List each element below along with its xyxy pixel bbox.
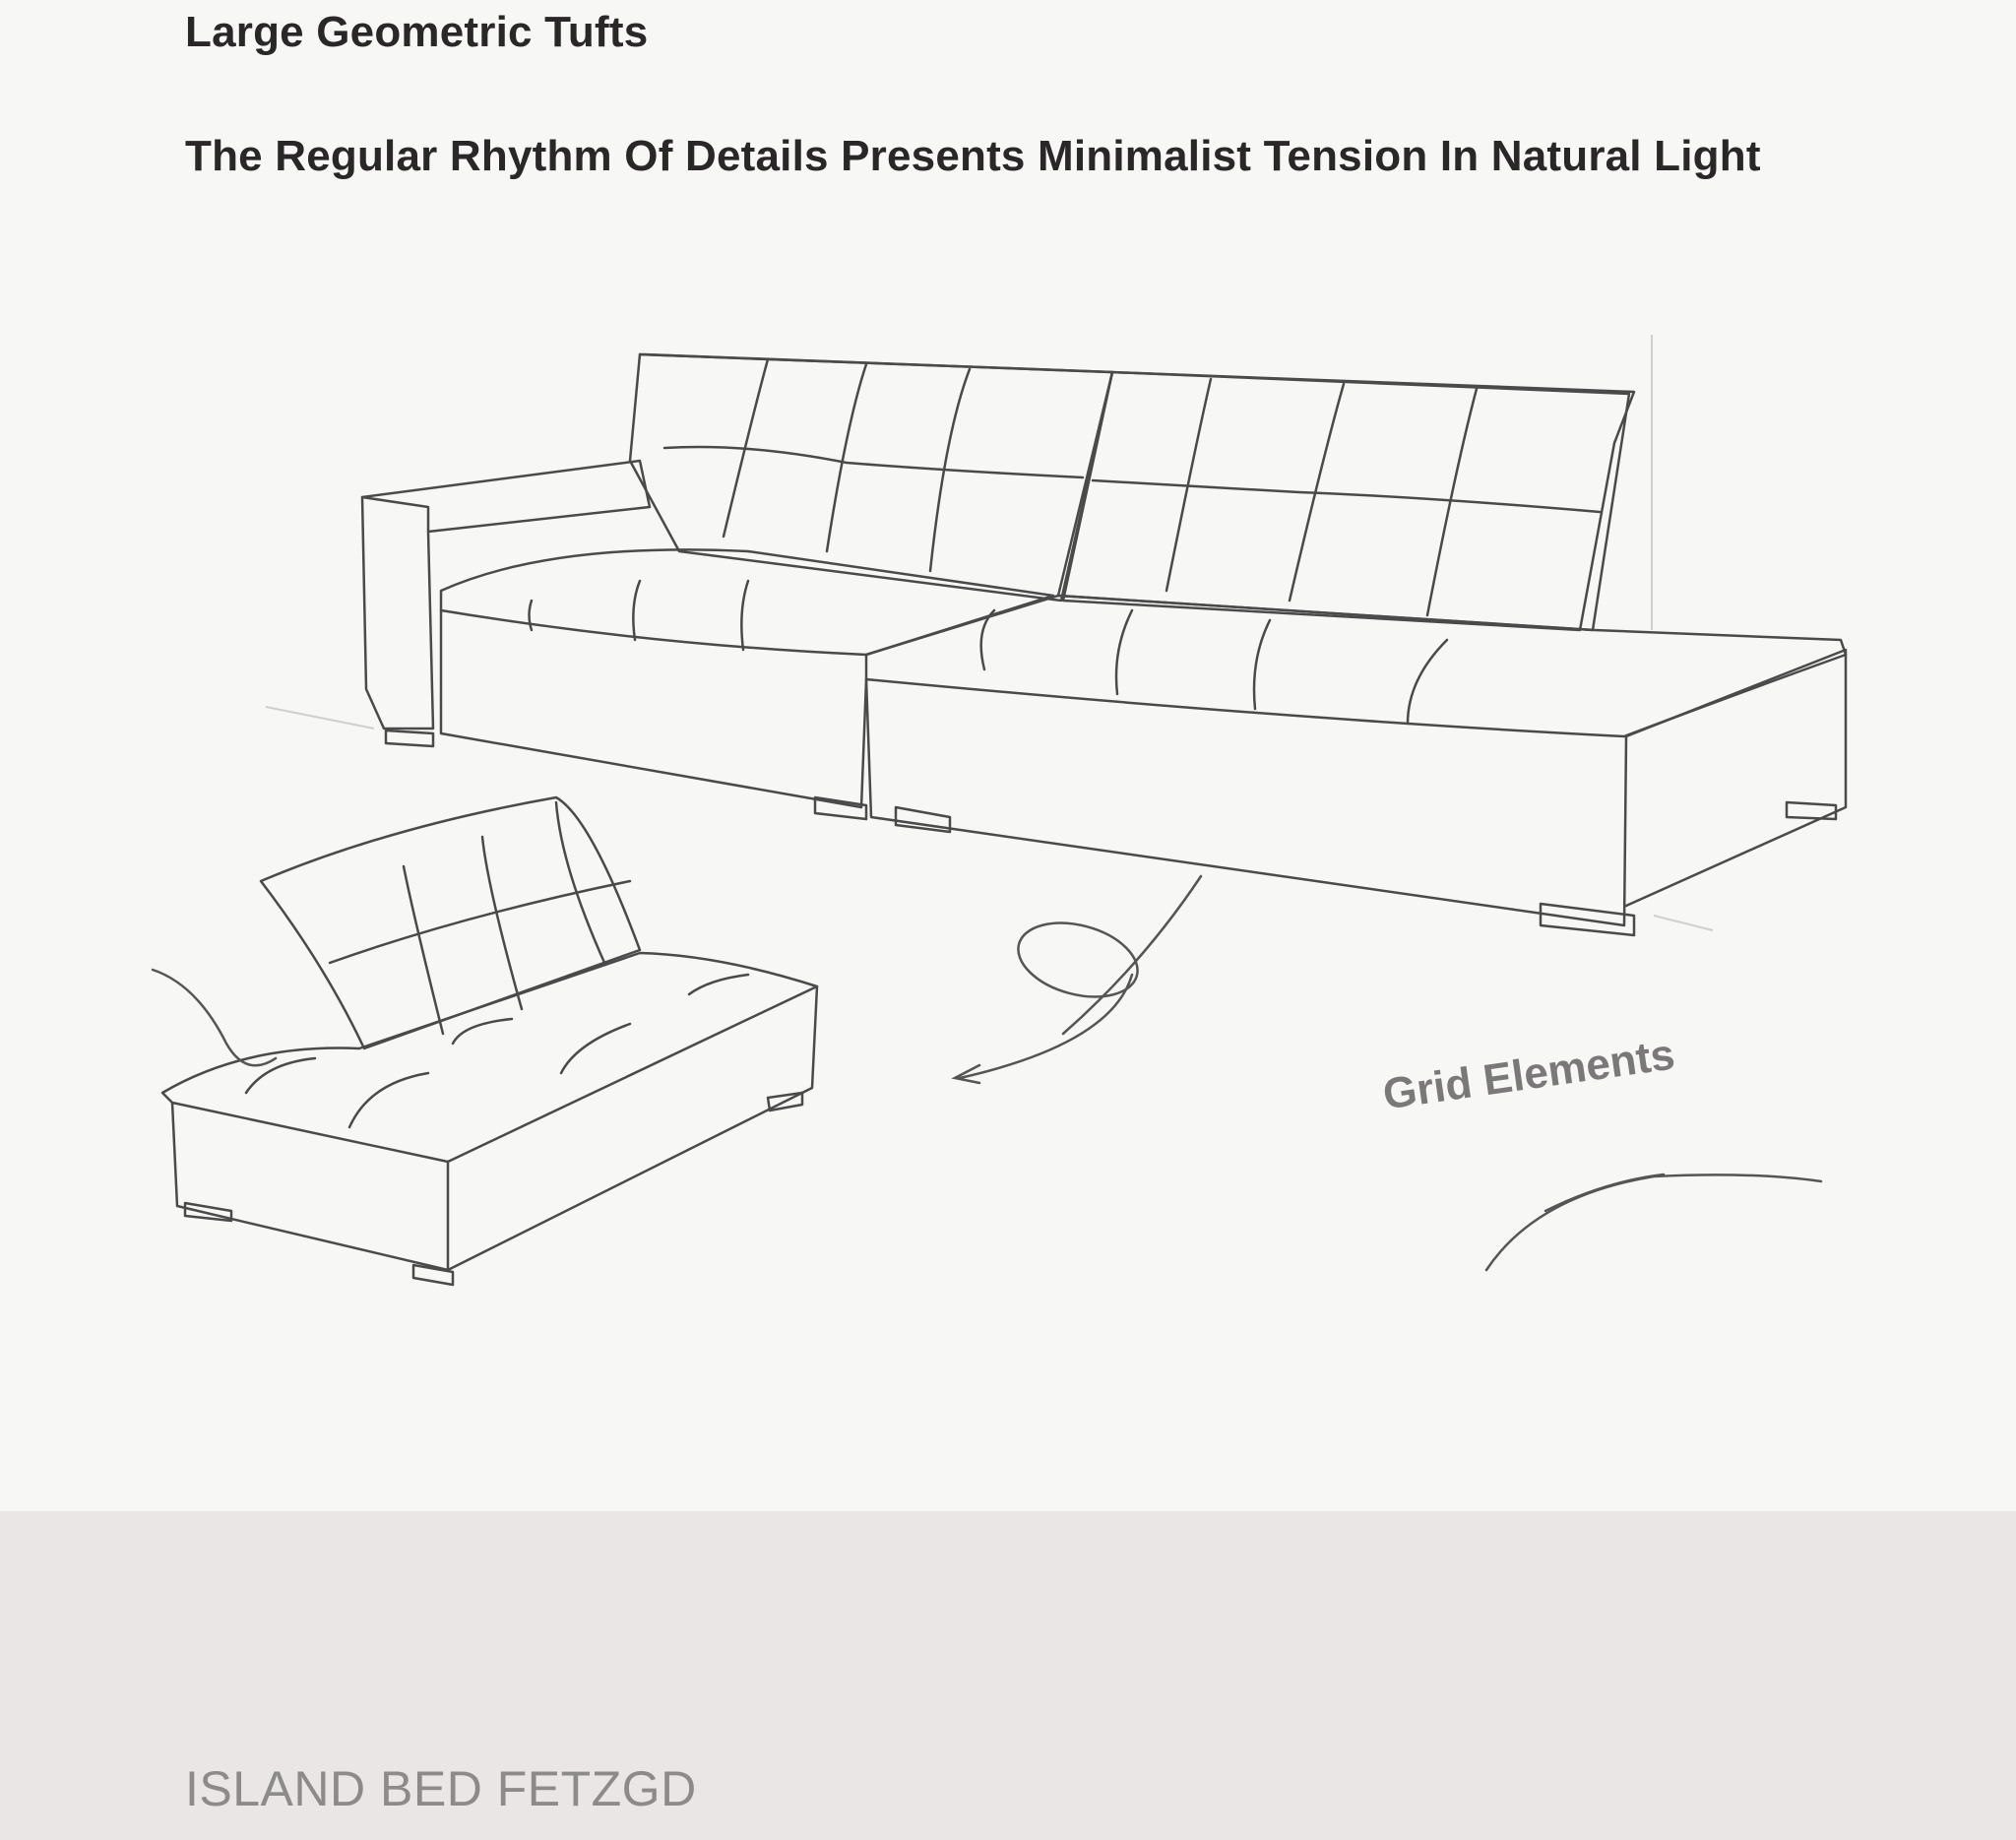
chaise-back-cushion xyxy=(261,797,640,1048)
back-cushion-right xyxy=(1058,372,1629,630)
grid-elements-annotation: Grid Elements xyxy=(1380,1030,1678,1119)
chaise-seat xyxy=(162,953,817,1162)
feature-title: Large Geometric Tufts xyxy=(185,8,649,56)
seat-cushion-left xyxy=(441,549,1053,655)
feature-subtitle: The Regular Rhythm Of Details Presents Minimalist Tension In Natural Light xyxy=(185,132,1761,180)
back-cushion-left xyxy=(630,354,1112,601)
sofa-left-arm xyxy=(362,461,650,729)
product-name-label: ISLAND BED FETZGD xyxy=(185,1761,697,1816)
sectional-sofa xyxy=(362,354,1846,935)
small-chaise xyxy=(162,797,817,1285)
